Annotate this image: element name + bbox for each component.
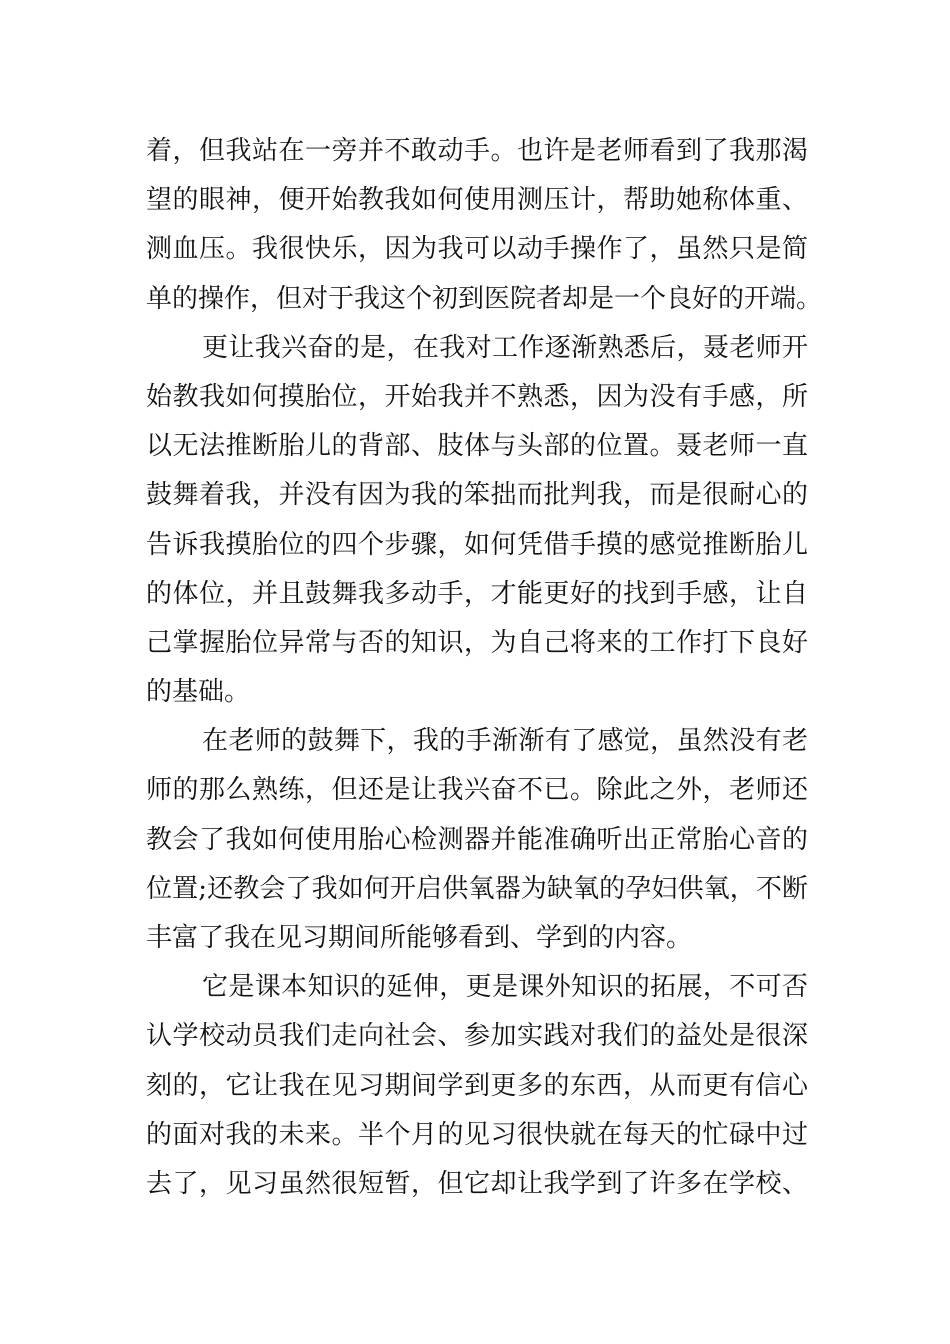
text-line: 的面对我的未来。半个月的见习很快就在每天的忙碌中过	[146, 1119, 808, 1150]
text-line: 去了，见习虽然很短暂，但它却让我学到了许多在学校、	[146, 1168, 808, 1199]
text-line: 以无法推断胎儿的背部、肢体与头部的位置。聂老师一直	[146, 431, 808, 462]
text-line: 刻的，它让我在见习期间学到更多的东西，从而更有信心	[146, 1070, 808, 1101]
text-line: 鼓舞着我，并没有因为我的笨拙而批判我，而是很耐心的	[146, 480, 808, 511]
text-line: 认学校动员我们走向社会、参加实践对我们的益处是很深	[146, 1021, 808, 1052]
text-line: 教会了我如何使用胎心检测器并能准确听出正常胎心音的	[146, 824, 808, 855]
text-line: 己掌握胎位异常与否的知识，为自己将来的工作打下良好	[146, 627, 808, 658]
text-line: 望的眼神，便开始教我如何使用测压计，帮助她称体重、	[146, 185, 808, 216]
paragraph-first-line: 它是课本知识的延伸，更是课外知识的拓展，不可否	[202, 972, 808, 1003]
body-text	[146, 127, 823, 1209]
text-line: 单的操作，但对于我这个初到医院者却是一个良好的开端。	[146, 283, 823, 314]
text-line: 告诉我摸胎位的四个步骤，如何凭借手摸的感觉推断胎儿	[146, 529, 808, 560]
text-line: 着，但我站在一旁并不敢动手。也许是老师看到了我那渴	[146, 136, 808, 166]
text-line: 的基础。	[146, 677, 251, 708]
paragraph-first-line: 在老师的鼓舞下，我的手渐渐有了感觉，虽然没有老	[202, 726, 808, 757]
text-line: 始教我如何摸胎位，开始我并不熟悉，因为没有手感，所	[146, 381, 808, 412]
text-line: 位置;还教会了我如何开启供氧器为缺氧的孕妇供氧，不断	[146, 873, 808, 904]
text-line: 测血压。我很快乐，因为我可以动手操作了，虽然只是简	[146, 234, 808, 265]
text-line: 的体位，并且鼓舞我多动手，才能更好的找到手感，让自	[146, 578, 808, 609]
paragraph-first-line: 更让我兴奋的是，在我对工作逐渐熟悉后，聂老师开	[202, 332, 808, 363]
text-line: 丰富了我在见习期间所能够看到、学到的内容。	[146, 923, 693, 953]
text-line: 师的那么熟练，但还是让我兴奋不已。除此之外，老师还	[146, 775, 808, 806]
